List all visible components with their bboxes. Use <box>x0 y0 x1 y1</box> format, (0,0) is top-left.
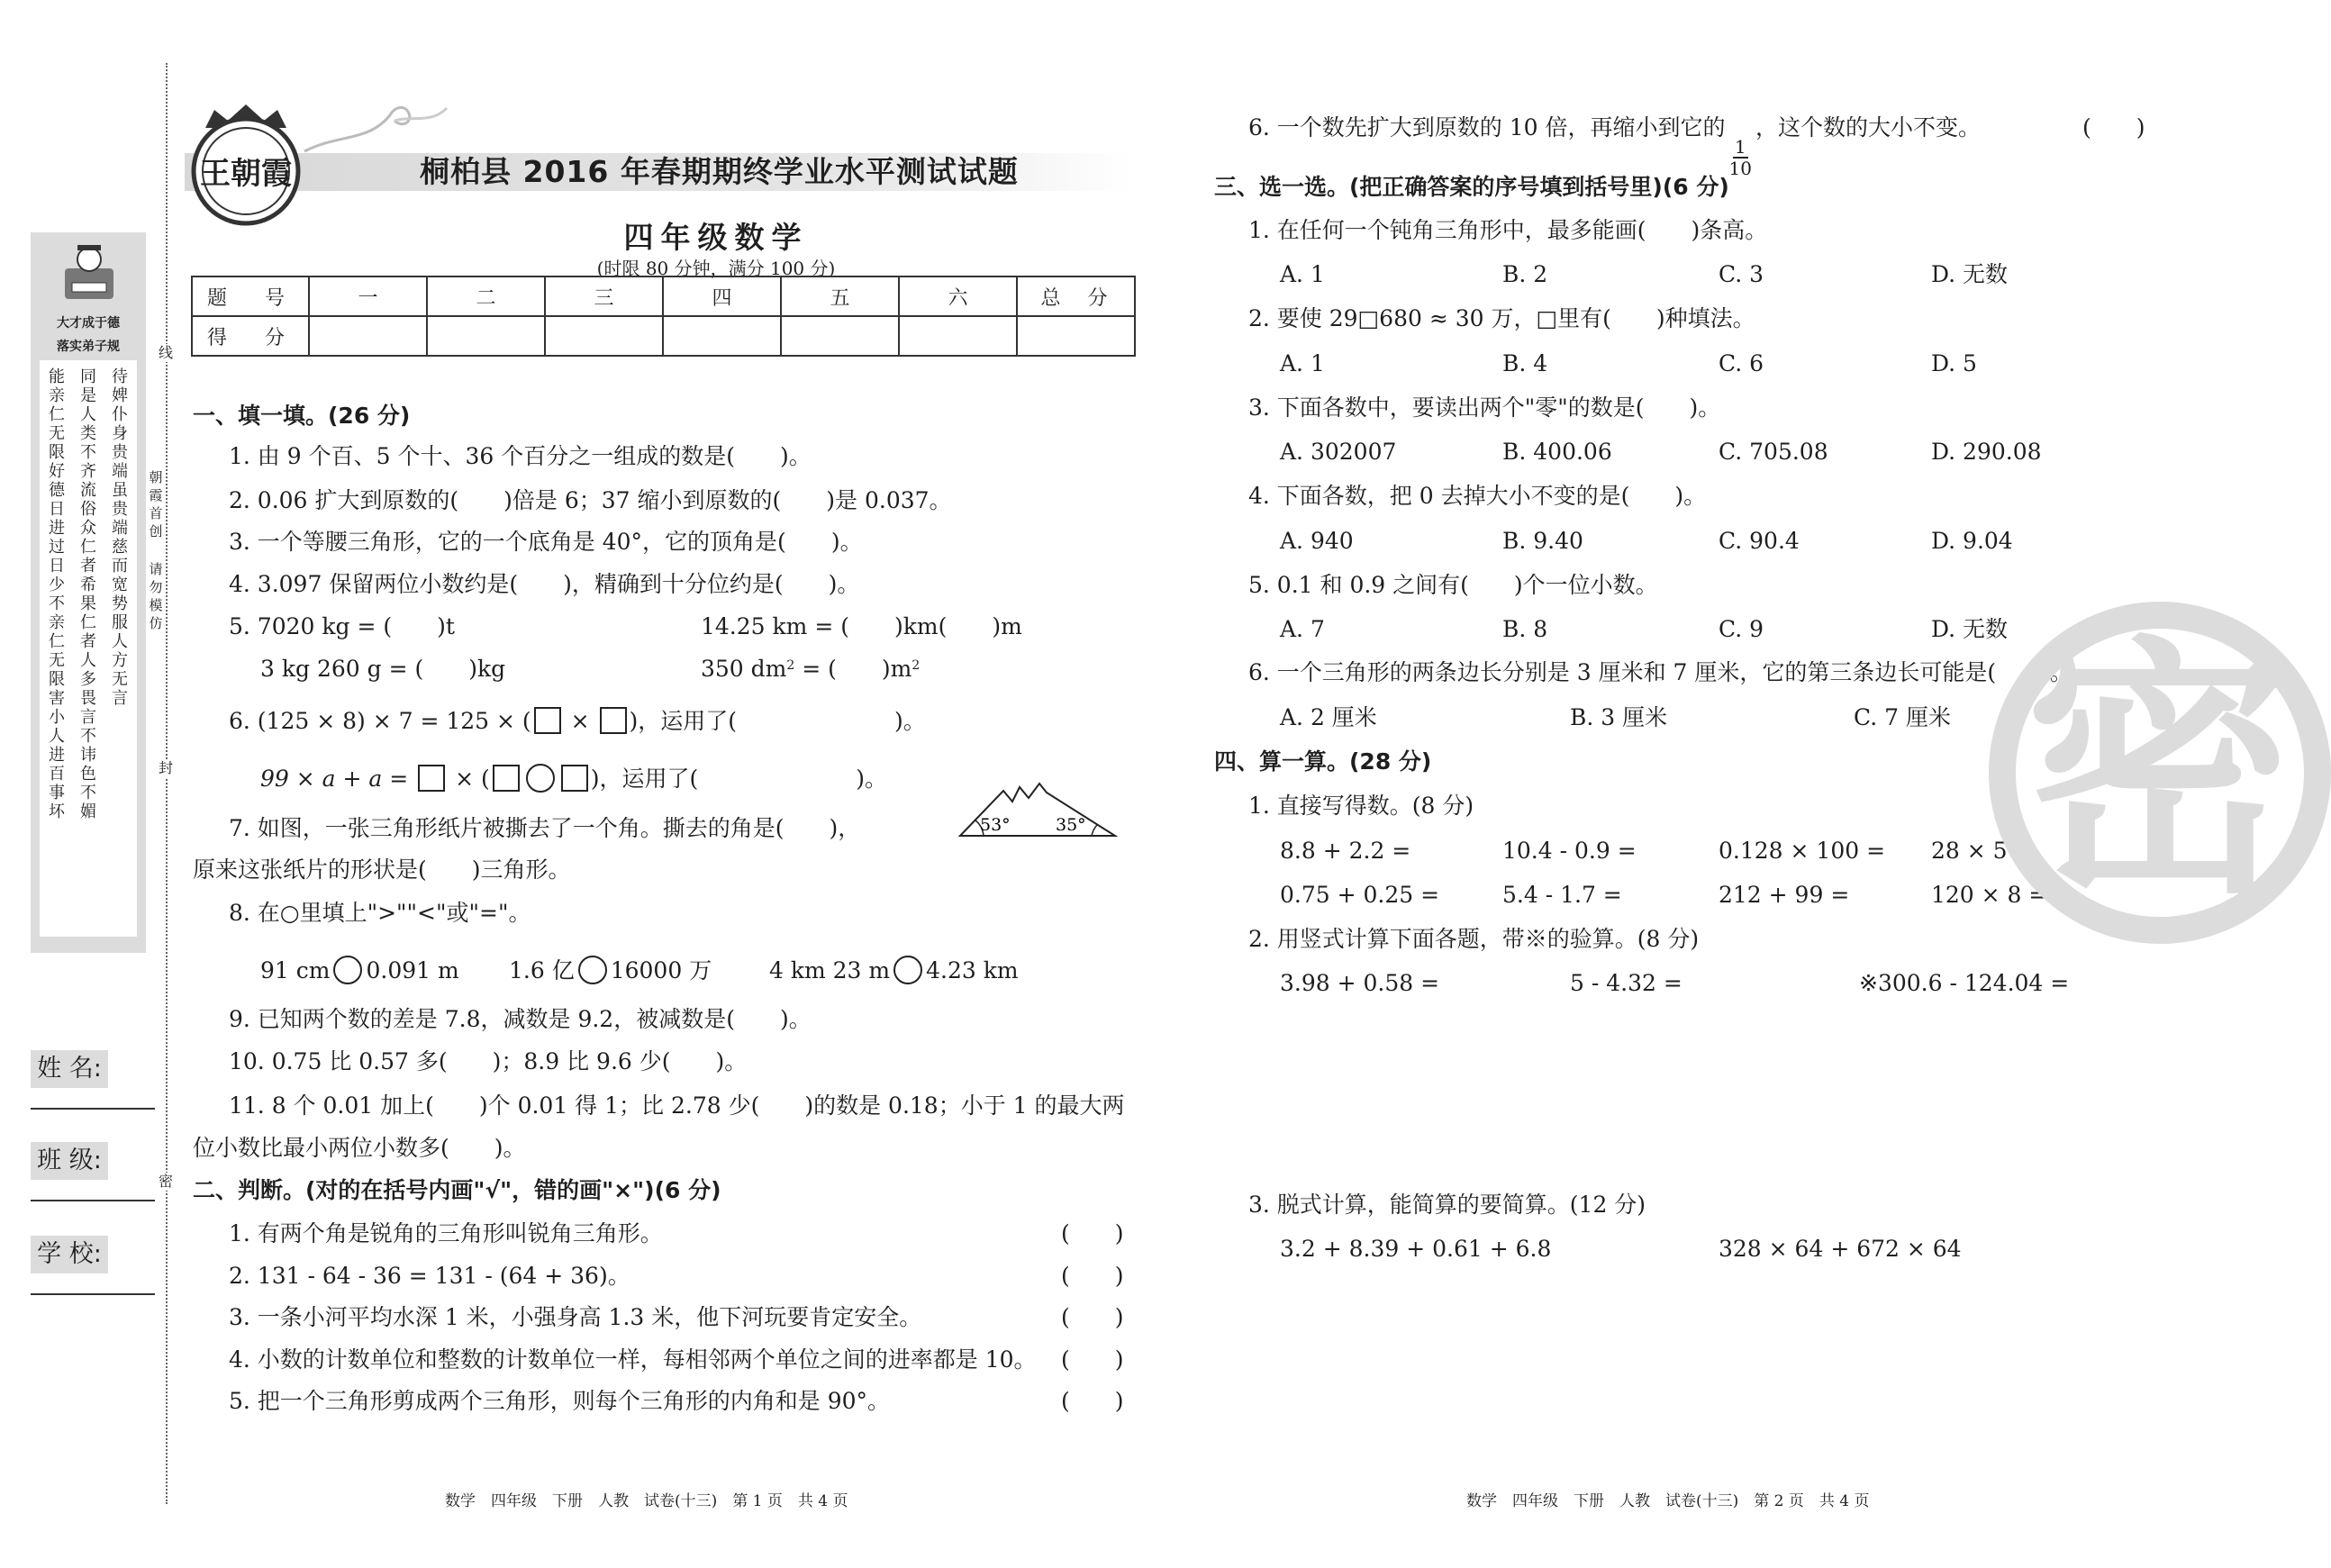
choice-option[interactable]: D. 无数 <box>1931 616 2009 642</box>
choice-option[interactable]: D. 无数 <box>1931 261 2009 287</box>
answer-paren[interactable]: ( ) <box>1061 1220 1124 1246</box>
q1-8-item <box>769 956 1019 985</box>
score-header-cell: 总 分 <box>1017 276 1135 316</box>
poem-column: 待婢仆身贵端虽贵端慈而宽势服人方无言 <box>112 367 128 708</box>
q1-5b: 14.25 km = ( )km( )m <box>701 613 1022 639</box>
school-field[interactable] <box>31 1236 155 1295</box>
seal-glyph: 密 <box>2025 615 2295 929</box>
motto <box>36 313 141 355</box>
judge-item: 5. 把一个三角形剪成两个三角形，则每个三角形的内角和是 90°。 <box>229 1388 891 1414</box>
answer-paren[interactable]: ( ) <box>2082 114 2145 140</box>
q1-6b-post: )，运用了( )。 <box>590 766 888 792</box>
calc-item: 212 + 99 = <box>1719 882 1850 908</box>
score-cell[interactable] <box>309 316 427 356</box>
choice-option[interactable]: A. 940 <box>1280 528 1354 554</box>
fold-mark-seal: 封 <box>158 759 173 776</box>
answer-box[interactable] <box>600 707 627 734</box>
q1-5d-rest: = ( )m <box>794 656 912 682</box>
calc-item: 0.128 × 100 = <box>1719 838 1886 864</box>
score-value-row <box>192 316 1135 356</box>
q1-10: 10. 0.75 比 0.57 多( )；8.9 比 9.6 少( )。 <box>229 1048 748 1074</box>
choice-question: 1. 在任何一个钝角三角形中，最多能画( )条高。 <box>1248 217 1768 243</box>
fold-mark-line: 线 <box>158 344 173 361</box>
answer-circle[interactable] <box>526 764 555 793</box>
q1-5a: 5. 7020 kg = ( )t <box>229 613 455 639</box>
footer-right: 数学 四年级 下册 人教 试卷(十三) 第 2 页 共 4 页 <box>1466 1492 1870 1510</box>
calc-item: 5.4 - 1.7 = <box>1502 882 1622 908</box>
name-label: 姓 名: <box>31 1050 108 1088</box>
answer-paren[interactable]: ( ) <box>1061 1346 1124 1373</box>
answer-box[interactable] <box>493 765 520 792</box>
motto-line: 落实弟子规 <box>57 340 120 354</box>
choice-option[interactable]: B. 400.06 <box>1502 439 1612 465</box>
q1-11b: 位小数比最小两位小数多( )。 <box>193 1135 526 1161</box>
judge-item: 3. 一条小河平均水深 1 米，小强身高 1.3 米，他下河玩要肯定安全。 <box>229 1304 922 1330</box>
choice-question: 2. 要使 29□680 ≈ 30 万，□里有( )种填法。 <box>1248 305 1755 331</box>
choice-question: 5. 0.1 和 0.9 之间有( )个一位小数。 <box>1248 572 1658 598</box>
choice-option[interactable]: B. 9.40 <box>1502 528 1583 554</box>
score-cell[interactable] <box>545 316 663 356</box>
name-field[interactable] <box>31 1050 155 1110</box>
compare-circle[interactable] <box>578 956 607 984</box>
choice-option[interactable]: C. 9 <box>1719 616 1764 642</box>
choice-option[interactable]: B. 3 厘米 <box>1570 704 1668 730</box>
footer-left: 数学 四年级 下册 人教 试卷(十三) 第 1 页 共 4 页 <box>445 1492 848 1510</box>
superscript: 2 <box>912 658 921 673</box>
q1-8-right: 16000 万 <box>610 957 712 983</box>
score-row-label: 得 分 <box>192 316 309 356</box>
choice-question: 6. 一个三角形的两条边长分别是 3 厘米和 7 厘米，它的第三条边长可能是( )。 <box>1248 659 2073 685</box>
part4-sub3: 3. 脱式计算，能简算的要简算。(12 分) <box>1248 1192 1646 1218</box>
choice-option[interactable]: A. 302007 <box>1280 439 1397 465</box>
answer-box[interactable] <box>561 765 588 792</box>
secret-seal-watermark <box>1989 602 2331 944</box>
score-header-row <box>192 276 1135 316</box>
choice-option[interactable]: C. 705.08 <box>1719 439 1828 465</box>
judge-item-6 <box>1248 113 1981 178</box>
q1-4: 4. 3.097 保留两位小数约是( )，精确到十分位约是( )。 <box>229 571 860 597</box>
choice-option[interactable]: A. 1 <box>1280 350 1325 376</box>
fraction <box>1729 137 1752 178</box>
choice-option[interactable]: A. 7 <box>1280 616 1325 642</box>
choice-option[interactable]: C. 6 <box>1719 350 1764 376</box>
part4-sub2: 2. 用竖式计算下面各题，带※的验算。(8 分) <box>1248 926 1700 952</box>
q1-6b: 99 × a + a = × ( )，运用了( )。 <box>260 766 888 792</box>
poem-column: 能亲仁无限好德日进过日少不亲仁无限害小人进百事坏 <box>49 367 65 821</box>
score-cell[interactable] <box>781 316 899 356</box>
choice-option[interactable]: B. 8 <box>1502 616 1548 642</box>
q1-5d-text: 350 dm <box>701 656 787 682</box>
score-header-cell: 题 号 <box>192 276 309 316</box>
answer-box[interactable] <box>418 765 445 792</box>
part4-sub1: 1. 直接写得数。(8 分) <box>1248 793 1474 819</box>
score-cell[interactable] <box>899 316 1017 356</box>
q1-3: 3. 一个等腰三角形，它的一个底角是 40°，它的顶角是( )。 <box>229 529 863 555</box>
score-cell[interactable] <box>1017 316 1135 356</box>
time-note: (时限 80 分钟，满分 100 分) <box>596 258 836 279</box>
q1-8: 8. 在○里填上">""<"或"="。 <box>229 900 531 926</box>
score-header-cell: 六 <box>899 276 1017 316</box>
q1-8-item <box>509 956 712 985</box>
angle-label-53: 53° <box>980 815 1011 835</box>
q1-8-left: 1.6 亿 <box>509 957 575 983</box>
q1-7b: 原来这张纸片的形状是( )三角形。 <box>193 857 571 883</box>
calc-item: 28 × 5 = <box>1931 838 2034 864</box>
q1-5c: 3 kg 260 g = ( )kg <box>260 656 506 682</box>
part3-heading: 三、选一选。(把正确答案的序号填到括号里)(6 分) <box>1214 174 1729 200</box>
class-label: 班 级: <box>31 1142 108 1180</box>
class-line[interactable] <box>31 1200 155 1201</box>
answer-paren[interactable]: ( ) <box>1061 1304 1124 1330</box>
choice-option[interactable]: C. 7 厘米 <box>1854 704 1951 730</box>
compare-circle[interactable] <box>893 956 922 984</box>
judge6-post: ，这个数的大小不变。 <box>1755 114 1981 140</box>
q1-8-right: 0.091 m <box>366 957 459 983</box>
choice-option[interactable]: D. 290.08 <box>1931 439 2042 465</box>
logo-text: 王朝霞 <box>200 156 292 192</box>
angle-label-35: 35° <box>1056 815 1086 835</box>
calc-item: 8.8 + 2.2 = <box>1280 838 1411 864</box>
choice-option[interactable]: B. 4 <box>1502 350 1548 376</box>
q1-8-item <box>260 956 459 985</box>
q1-8-right: 4.23 km <box>926 957 1019 983</box>
answer-paren[interactable]: ( ) <box>1061 1263 1124 1289</box>
calc-item: 3.2 + 8.39 + 0.61 + 6.8 <box>1280 1236 1552 1262</box>
fraction-denominator: 10 <box>1728 158 1752 179</box>
q1-7a: 7. 如图，一张三角形纸片被撕去了一个角。撕去的角是( )， <box>229 815 861 841</box>
calc-item: 0.75 + 0.25 = <box>1280 882 1440 908</box>
choice-question: 3. 下面各数中，要读出两个"零"的数是( )。 <box>1248 394 1721 421</box>
score-header-cell: 一 <box>309 276 427 316</box>
class-field[interactable] <box>31 1142 155 1201</box>
ribbon-decoration <box>304 97 449 160</box>
superscript: 2 <box>786 658 795 673</box>
q1-2: 2. 0.06 扩大到原数的( )倍是 6；37 缩小到原数的( )是 0.037。 <box>229 487 952 513</box>
q1-11a: 11. 8 个 0.01 加上( )个 0.01 得 1；比 2.78 少( )的数是 0.18；小于 1 的最大两 <box>229 1092 1125 1119</box>
school-line[interactable] <box>31 1293 155 1295</box>
poem-column: 同是人类不齐流俗众仁者希果仁者人多畏言不讳色不媚 <box>80 367 96 821</box>
page-title: 桐柏县 2016 年春期期终学业水平测试试题 <box>420 154 1019 189</box>
score-header-cell: 四 <box>663 276 781 316</box>
choice-option[interactable]: D. 5 <box>1931 350 1977 376</box>
calc-item: 10.4 - 0.9 = <box>1502 838 1637 864</box>
score-header-cell: 二 <box>427 276 545 316</box>
choice-option[interactable]: B. 2 <box>1502 261 1548 287</box>
judge-item: 4. 小数的计数单位和整数的计数单位一样，每相邻两个单位之间的进率都是 10。 <box>229 1346 1037 1373</box>
choice-option[interactable]: C. 90.4 <box>1719 528 1800 554</box>
q1-6b-pre: 99 × a + a = <box>260 766 409 792</box>
choice-option[interactable]: D. 9.04 <box>1931 528 2013 554</box>
score-cell[interactable] <box>663 316 781 356</box>
school-label: 学 校: <box>31 1236 108 1273</box>
subject-title: 四年级数学 <box>623 220 809 255</box>
poem-box <box>40 360 137 937</box>
q1-8-left: 4 km 23 m <box>769 957 891 983</box>
part1-heading: 一、填一填。(26 分) <box>193 403 411 429</box>
fraction-numerator: 1 <box>1734 136 1746 158</box>
judge-item: 2. 131 - 64 - 36 = 131 - (64 + 36)。 <box>229 1263 630 1289</box>
choice-option[interactable]: A. 2 厘米 <box>1280 704 1377 730</box>
calc-item: 3.98 + 0.58 = <box>1280 970 1440 996</box>
answer-paren[interactable]: ( ) <box>1061 1388 1124 1414</box>
q1-9: 9. 已知两个数的差是 7.8，减数是 9.2，被减数是( )。 <box>229 1006 812 1032</box>
compare-circle[interactable] <box>333 956 362 984</box>
fold-mark-secret: 密 <box>158 1173 173 1190</box>
part4-heading: 四、算一算。(28 分) <box>1214 748 1432 775</box>
choice-option[interactable]: C. 3 <box>1719 261 1764 287</box>
vertical-note: 朝霞首创 <box>149 469 163 539</box>
torn-triangle-figure <box>957 776 1117 839</box>
motto-line: 大才成于德 <box>57 316 120 331</box>
calc-item: 5 - 4.32 = <box>1570 970 1682 996</box>
q1-1: 1. 由 9 个百、5 个十、36 个百分之一组成的数是( )。 <box>229 443 812 469</box>
choice-option[interactable]: A. 1 <box>1280 261 1325 287</box>
answer-box[interactable] <box>534 707 561 734</box>
q1-5d <box>701 655 920 684</box>
part2-heading: 二、判断。(对的在括号内画"√"，错的画"×")(6 分) <box>193 1177 721 1203</box>
q1-8-left: 91 cm <box>260 957 331 983</box>
judge-item: 1. 有两个角是锐角的三角形叫锐角三角形。 <box>229 1220 663 1246</box>
q1-6a-post: )，运用了( )。 <box>629 708 926 734</box>
score-header-cell: 五 <box>781 276 899 316</box>
q1-6a-pre: 6. (125 × 8) × 7 = 125 × ( <box>229 708 531 734</box>
score-table <box>191 276 1136 357</box>
q1-6a: 6. (125 × 8) × 7 = 125 × ( × )，运用了( )。 <box>229 708 926 734</box>
score-cell[interactable] <box>427 316 545 356</box>
calc-item: ※300.6 - 124.04 = <box>1859 970 2070 996</box>
sidebar-panel <box>31 232 146 953</box>
calc-item: 120 × 8 = <box>1931 882 2048 908</box>
vertical-note: 请勿模仿 <box>149 561 163 631</box>
name-line[interactable] <box>31 1108 155 1110</box>
brand-logo <box>187 101 304 227</box>
choice-question: 4. 下面各数，把 0 去掉大小不变的是( )。 <box>1248 483 1707 509</box>
score-header-cell: 三 <box>545 276 663 316</box>
judge6-pre: 6. 一个数先扩大到原数的 10 倍，再缩小到它的 <box>1248 114 1726 140</box>
calc-item: 328 × 64 + 672 × 64 <box>1719 1236 1962 1262</box>
